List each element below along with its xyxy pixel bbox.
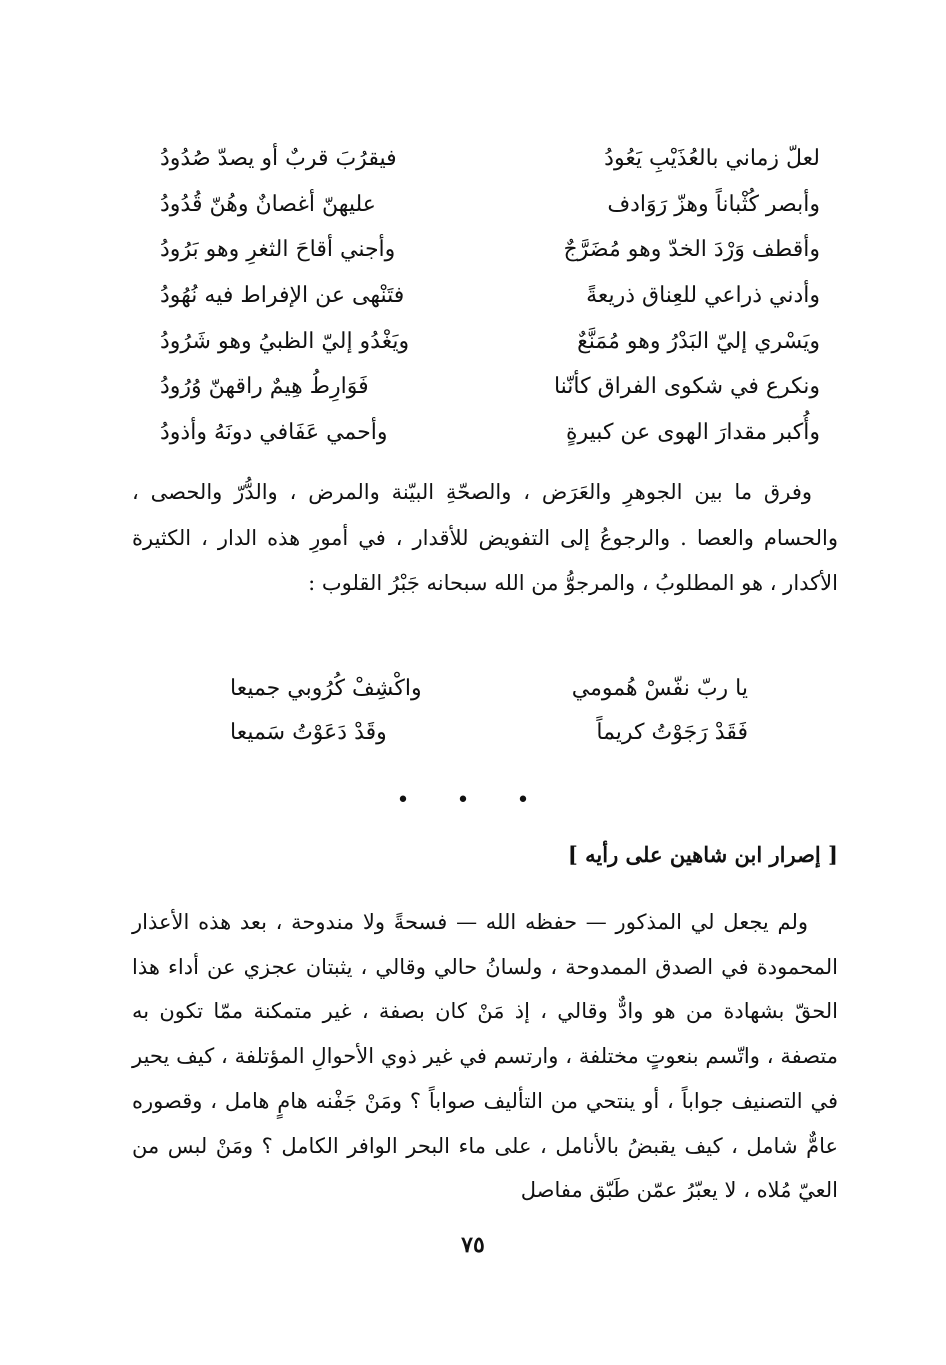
verse-second-hemistich: وقَدْ دَعَوْتُ سَميعا: [230, 719, 387, 745]
page-number: ٧٥: [461, 1232, 485, 1258]
poem-block-1: [160, 136, 820, 455]
poem-verse: [160, 318, 820, 364]
section-heading: [ إصرار ابن شاهين على رأيه ]: [567, 842, 838, 867]
verse-first-hemistich: وأدني ذراعي للعِناق ذريعةً: [586, 283, 820, 309]
poem-verse: [230, 666, 748, 710]
verse-first-hemistich: وأقطف وَرْدَ الخدّ وهو مُضَرَّجٌ: [563, 237, 820, 263]
verse-second-hemistich: فَوَارِطُ هِيمٌ راقهنّ وُرُودُ: [160, 374, 369, 400]
verse-second-hemistich: وأحمي عَفَافي دونَهُ وأذودُ: [160, 419, 388, 445]
poem-verse: [230, 710, 748, 754]
poem-verse: [160, 182, 820, 228]
section-separator: • • •: [396, 788, 550, 813]
poem-verse: [160, 410, 820, 456]
paragraph-1: وفرق ما بين الجوهرِ والعَرَض ، والصحّةِ البيّنة والمرض ، والدُّرّ والحصى ، والحسام والعصا . والرجوعُ إلى التفويض للأقدار ، في أمورِ هذه الدار ، الكثيرة الأكدار ، هو المطلوبُ ، والمرجوُّ من الله سبحانه جَبْرُ القلوب :: [132, 480, 838, 595]
poem-verse: [160, 136, 820, 182]
verse-first-hemistich: وأبصر كُثْباناً وهزّ رَوَادف: [607, 191, 820, 217]
verse-second-hemistich: فتَنْهى عن الإفراط فيه نُهُودُ: [160, 283, 405, 309]
verse-second-hemistich: واكْشِفْ كُرُوبي جميعا: [230, 675, 422, 701]
verse-first-hemistich: ونكرع في شكوى الفراق كأنّنا: [553, 374, 820, 400]
verse-second-hemistich: عليهنّ أغصانٌ وهُنّ قُدُودُ: [160, 191, 376, 217]
verse-second-hemistich: وأجني أقاحَ الثغرِ وهو بَرُودُ: [160, 237, 396, 263]
verse-first-hemistich: وأُكبر مقدارَ الهوى عن كبيرةٍ: [566, 419, 820, 445]
verse-second-hemistich: ويَغْدُو إليّ الظبيُ وهو شَرُودُ: [160, 328, 410, 354]
verse-first-hemistich: ويَسْري إليّ البَدْرُ وهو مُمَنَّعٌ: [577, 328, 820, 354]
verse-first-hemistich: لعلّ زماني بالعُذَيْبِ يَعُودُ: [604, 146, 820, 172]
poem-block-2: [230, 666, 748, 754]
poem-verse: [160, 273, 820, 319]
paragraph-2: ولم يجعل لي المذكور — حفظه الله — فسحةً ولا مندوحة ، بعد هذه الأعذار المحمودة في الصدق الممدوحة ، ولسانُ حالي وقالي ، يثبتان عجزي عن أداء هذا الحقّ بشهادة من هو وادٌّ وقالي ، إذ مَنْ كان بصفة ، غير متمكنة ممّا تكون به متصفة ، واتّسم بنعوتٍ مختلفة ، وارتسم في غير ذوي الأحوالِ المؤتلفة ، كيف يحير في التصنيف جواباً ، أو ينتحي من التأليف صواباً ؟ ومَنْ جَفْنه هامٍ هامل ، وقصوره عامٌّ شامل ، كيف يقبضُ بالأنامل ، على ماء البحر الوافر الكامل ؟ ومَنْ لبس من العيّ مُلاه ، لا يعبّرُ عمّن طَبّق مفاصل: [132, 910, 838, 1203]
poem-verse: [160, 364, 820, 410]
verse-first-hemistich: يا ربّ نفّسْ هُمومي: [571, 675, 748, 701]
poem-verse: [160, 227, 820, 273]
verse-first-hemistich: فَقَدْ رَجَوْتُ كريماً: [596, 719, 748, 745]
verse-second-hemistich: فيقرُبَ قربٌ أو يصدّ صُدُودُ: [160, 146, 397, 172]
